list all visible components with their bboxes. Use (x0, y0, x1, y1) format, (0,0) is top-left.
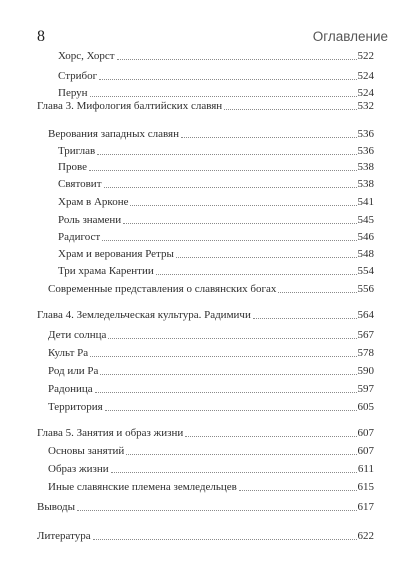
dot-leader (77, 509, 356, 511)
toc-entry-title: Стрибог (58, 70, 98, 82)
toc-entry-title: Глава 4. Земледельческая культура. Радимичи (37, 309, 251, 321)
toc-entry-page: 607 (357, 427, 374, 439)
toc-entry (48, 398, 374, 414)
dot-leader (105, 409, 357, 411)
dot-leader (95, 391, 357, 393)
toc-entry (58, 47, 374, 63)
toc-entry (48, 344, 374, 360)
dot-leader (239, 489, 357, 491)
toc-entry (58, 262, 374, 278)
dot-leader (185, 435, 356, 437)
toc-chapter-entry (37, 424, 374, 440)
dot-leader (253, 317, 357, 319)
toc-entry-title: Глава 5. Занятия и образ жизни (37, 427, 184, 439)
toc-entry-page: 567 (357, 329, 374, 341)
toc-entry-title: Святовит (58, 178, 102, 190)
toc-entry (58, 142, 374, 158)
dot-leader (97, 153, 356, 155)
toc-entry-title: Основы занятий (48, 445, 125, 457)
toc-entry-page: 522 (357, 50, 374, 62)
toc-entry-page: 524 (357, 87, 374, 99)
toc-entry (58, 175, 374, 191)
toc-chapter-entry (37, 527, 374, 543)
dot-leader (108, 337, 356, 339)
dot-leader (111, 471, 357, 473)
toc-entry-page: 622 (357, 530, 374, 542)
toc-entry-title: Радоница (48, 383, 93, 395)
toc-chapter-entry (37, 306, 374, 322)
toc-entry-page: 532 (357, 100, 374, 112)
toc-entry-title: Современные представления о славянских богах (48, 283, 277, 295)
toc-entry (58, 228, 374, 244)
toc-entry-page: 611 (357, 463, 374, 475)
page-header (37, 27, 388, 47)
toc-entry-title: Перун (58, 87, 88, 99)
toc-entry-title: Образ жизни (48, 463, 109, 475)
toc-chapter-entry (37, 97, 374, 113)
dot-leader (89, 169, 357, 171)
toc-entry-title: Литература (37, 530, 91, 542)
toc-entry (48, 362, 374, 378)
toc-entry (58, 158, 374, 174)
dot-leader (93, 538, 357, 540)
toc-entry-page: 554 (357, 265, 374, 277)
running-head: Оглавление (312, 29, 388, 44)
dot-leader (104, 186, 357, 188)
toc-entry-title: Глава 3. Мифология балтийских славян (37, 100, 223, 112)
dot-leader (224, 108, 356, 110)
dot-leader (278, 291, 356, 293)
toc-entry-title: Храм в Арконе (58, 196, 129, 208)
toc-entry-page: 538 (357, 178, 374, 190)
toc-entry-page: 605 (357, 401, 374, 413)
toc-entry-page: 597 (357, 383, 374, 395)
dot-leader (99, 78, 356, 80)
toc-entry-title: Выводы (37, 501, 76, 513)
toc-entry-title: Храм и верования Ретры (58, 248, 174, 260)
toc-entry-page: 578 (357, 347, 374, 359)
toc-entry-title: Верования западных славян (48, 128, 179, 140)
toc-entry-page: 545 (357, 214, 374, 226)
toc-entry-page: 524 (357, 70, 374, 82)
toc-entry-title: Культ Ра (48, 347, 89, 359)
toc-entry-page: 538 (357, 161, 374, 173)
dot-leader (156, 273, 357, 275)
dot-leader (176, 256, 357, 258)
toc-entry-page: 548 (357, 248, 374, 260)
toc-entry (58, 67, 374, 83)
toc-chapter-entry (37, 498, 374, 514)
dot-leader (90, 355, 356, 357)
dot-leader (117, 58, 357, 60)
toc-entry-page: 546 (357, 231, 374, 243)
toc-entry-page: 615 (357, 481, 374, 493)
toc-entry-page: 541 (357, 196, 374, 208)
toc-entry (48, 125, 374, 141)
toc-entry-page: 536 (357, 128, 374, 140)
toc-entry-page: 607 (357, 445, 374, 457)
toc-entry-title: Хорс, Хорст (58, 50, 115, 62)
dot-leader (102, 239, 356, 241)
dot-leader (123, 222, 356, 224)
toc-entry (58, 211, 374, 227)
toc-entry (48, 280, 374, 296)
toc-entry-title: Роль знамени (58, 214, 122, 226)
dot-leader (130, 204, 356, 206)
dot-leader (100, 373, 356, 375)
toc-entry-title: Прове (58, 161, 87, 173)
toc-entry (48, 380, 374, 396)
dot-leader (126, 453, 356, 455)
toc-entry (48, 442, 374, 458)
toc-entry (48, 460, 374, 476)
toc-entry-page: 556 (357, 283, 374, 295)
toc-entry-page: 590 (357, 365, 374, 377)
toc-entry-title: Род или Ра (48, 365, 99, 377)
toc-entry (58, 245, 374, 261)
toc-entry-title: Триглав (58, 145, 96, 157)
toc-entry (48, 478, 374, 494)
dot-leader (181, 136, 357, 138)
page-number: 8 (37, 28, 45, 45)
toc-entry-title: Три храма Карентии (58, 265, 154, 277)
toc-entry-page: 617 (357, 501, 374, 513)
toc-entry-page: 536 (357, 145, 374, 157)
toc-entry-title: Радигост (58, 231, 101, 243)
toc-entry-title: Иные славянские племена земледельцев (48, 481, 237, 493)
toc-entry (58, 193, 374, 209)
toc-entry-title: Дети солнца (48, 329, 107, 341)
toc-entry-page: 564 (357, 309, 374, 321)
toc-entry-title: Территория (48, 401, 103, 413)
toc-entry (48, 326, 374, 342)
